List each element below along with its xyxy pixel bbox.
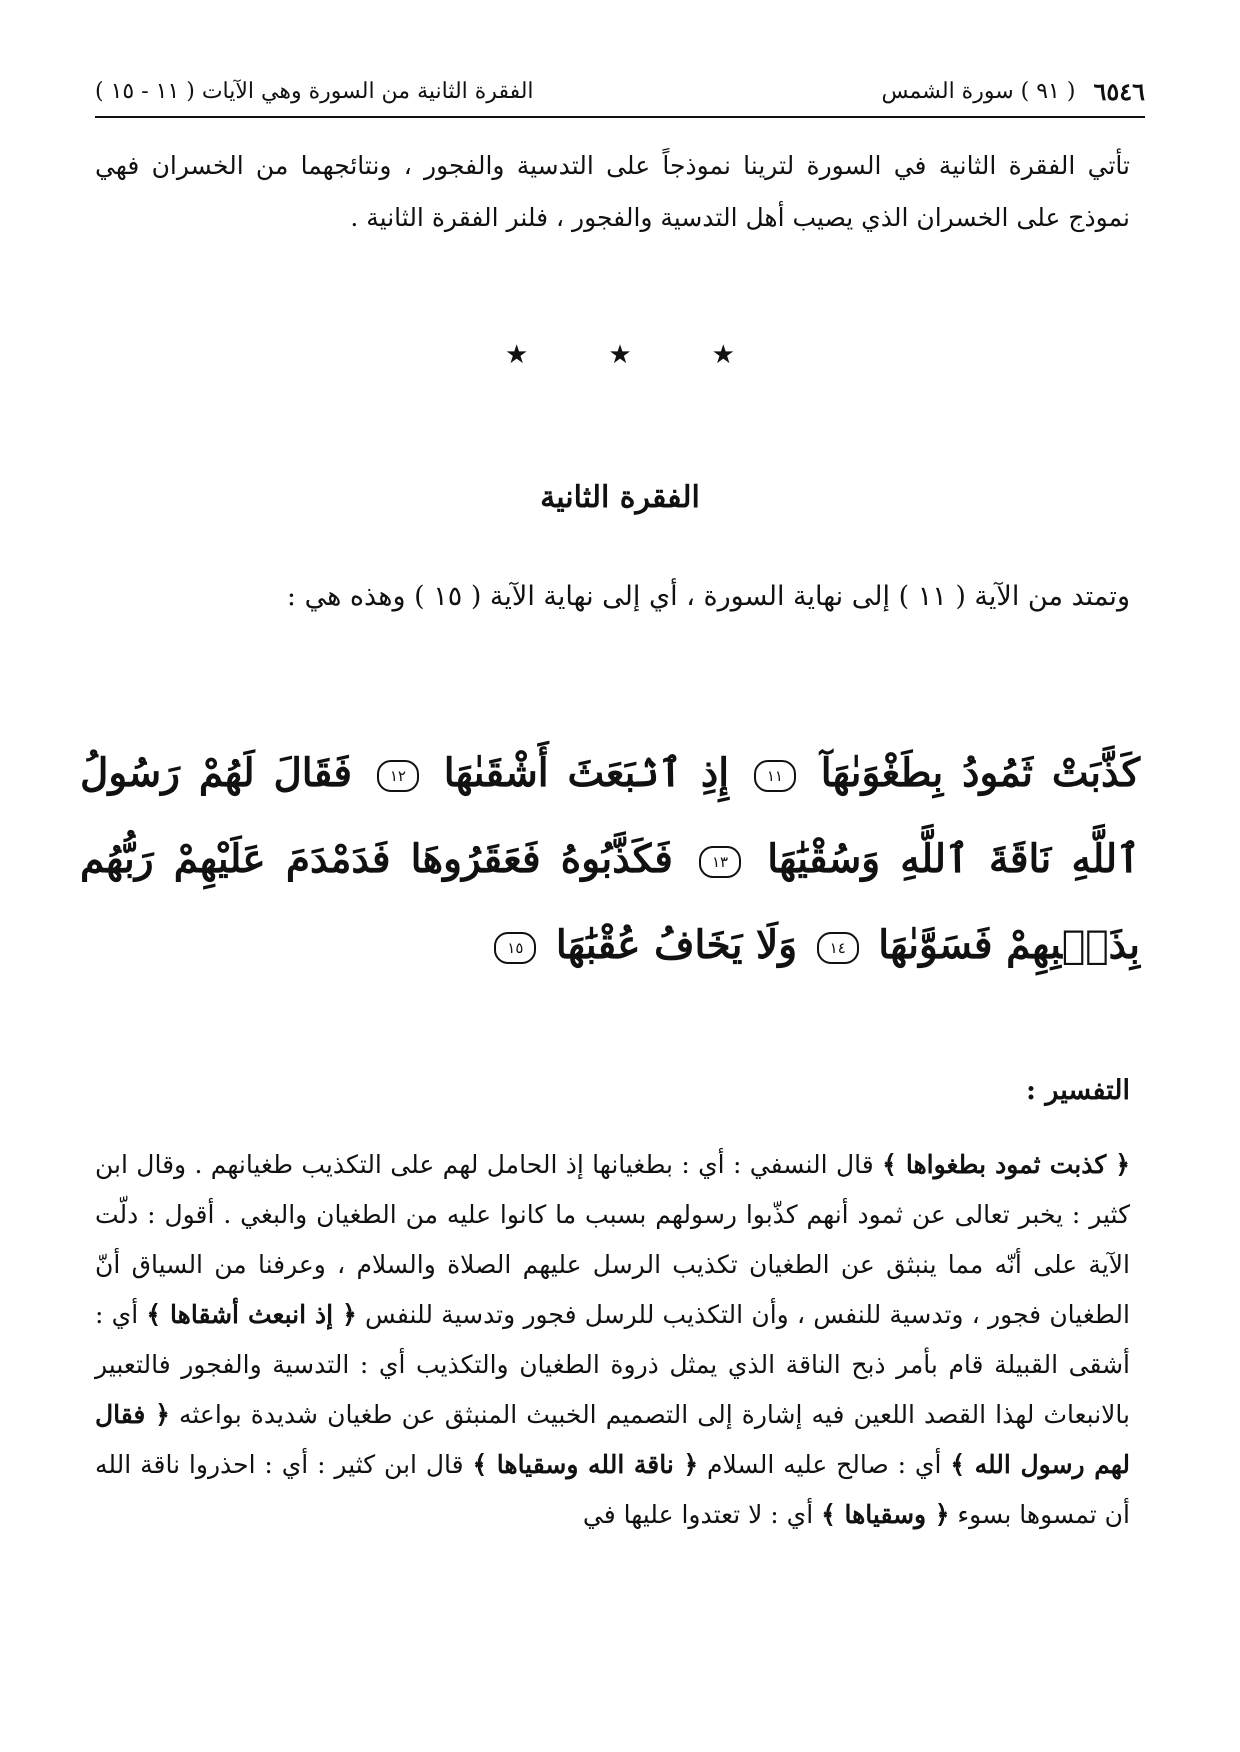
tafsir-paragraph bbox=[95, 1140, 1130, 1540]
tafsir-text: أي : صالح عليه السلام bbox=[698, 1450, 951, 1479]
verse-text: كَذَّبَتْ ثَمُودُ بِطَغْوَىٰهَآ bbox=[820, 750, 1141, 796]
verse-number: ١٢ bbox=[377, 760, 419, 792]
verse-text: فَكَذَّبُوهُ فَعَقَرُوهَا فَدَمْدَمَ عَلَيْهِمْ رَبُّهُم بِذَنۢبِهِمْ فَسَوَّىٰهَا bbox=[80, 836, 1140, 968]
quoted-verse: ﴿ فقال لهم رسول الله ﴾ bbox=[95, 1400, 1130, 1479]
header-section-title: الفقرة الثانية من السورة وهي الآيات ( ١١ - ١٥ ) bbox=[95, 78, 534, 104]
page-header bbox=[95, 66, 1145, 118]
header-right bbox=[881, 77, 1145, 106]
star-icon: ★ bbox=[608, 340, 632, 370]
tafsir-heading: التفسير : bbox=[1025, 1075, 1130, 1106]
verse-text: وَلَا يَخَافُ عُقْبَٰهَا bbox=[555, 922, 798, 968]
quoted-verse: ﴿ كذبت ثمود بطغواها ﴾ bbox=[882, 1150, 1130, 1179]
star-icon: ★ bbox=[711, 340, 735, 370]
verse-number: ١١ bbox=[754, 760, 796, 792]
quoted-verse: ﴿ ناقة الله وسقياها ﴾ bbox=[472, 1450, 699, 1479]
verse-number: ١٣ bbox=[699, 846, 741, 878]
section-title: الفقرة الثانية bbox=[540, 480, 700, 515]
range-paragraph: وتمتد من الآية ( ١١ ) إلى نهاية السورة ، أي إلى نهاية الآية ( ١٥ ) وهذه هي : bbox=[286, 581, 1130, 612]
verse-text: فَقَالَ لَهُمْ رَسُولُ ٱللَّهِ نَاقَةَ ٱللَّهِ وَسُقْيَٰهَا bbox=[80, 750, 1141, 882]
tafsir-text: قال ابن كثير : أي : احذروا ناقة الله أن تمسوها بسوء bbox=[95, 1450, 1130, 1529]
quoted-verse: ﴿ إذ انبعث أشقاها ﴾ bbox=[146, 1300, 357, 1329]
verse-text: إِذِ ٱنۢبَعَثَ أَشْقَىٰهَا bbox=[443, 750, 730, 796]
quoted-verse: ﴿ وسقياها ﴾ bbox=[821, 1500, 950, 1529]
page-number: ٦٥٤٦ bbox=[1093, 76, 1145, 106]
tafsir-text: أي : أشقى القبيلة قام بأمر ذبح الناقة الذي يمثل ذروة الطغيان والتكذيب أي : التدسية والفجور فالتعبير بالانبعاث لهذا القصد اللعين فيه إشارة إلى التصميم الخبيث المنبثق عن طغيان شديدة بواعثه bbox=[95, 1300, 1131, 1429]
star-divider bbox=[0, 340, 1240, 380]
surah-name: ( ٩١ ) سورة الشمس bbox=[881, 78, 1076, 104]
intro-paragraph: تأتي الفقرة الثانية في السورة لترينا نموذجاً على التدسية والفجور ، ونتائجهما من الخسران فهي نموذج على الخسران الذي يصيب أهل التدسية والفجور ، فلنر الفقرة الثانية . bbox=[95, 151, 1130, 232]
verse-number: ١٥ bbox=[494, 932, 536, 964]
tafsir-text: قال النسفي : أي : بطغيانها إذ الحامل لهم على التكذيب طغيانهم . وقال ابن كثير : يخبر تعالى عن ثمود أنهم كذّبوا رسولهم بسبب ما كانوا عليه من الطغيان والبغي . أقول : دلّت الآية على أنّه مما ينبثق عن الطغيان تكذيب الرسل عليهم الصلاة والسلام ، وعرفنا من السياق أنّ الطغيان فجور ، وتدسية للنفس ، وأن التكذيب للرسل فجور وتدسية للنفس bbox=[95, 1150, 1130, 1329]
quran-verses bbox=[80, 730, 1140, 988]
star-icon: ★ bbox=[505, 340, 529, 370]
verse-number: ١٤ bbox=[817, 932, 859, 964]
tafsir-text: أي : لا تعتدوا عليها في bbox=[582, 1500, 822, 1529]
